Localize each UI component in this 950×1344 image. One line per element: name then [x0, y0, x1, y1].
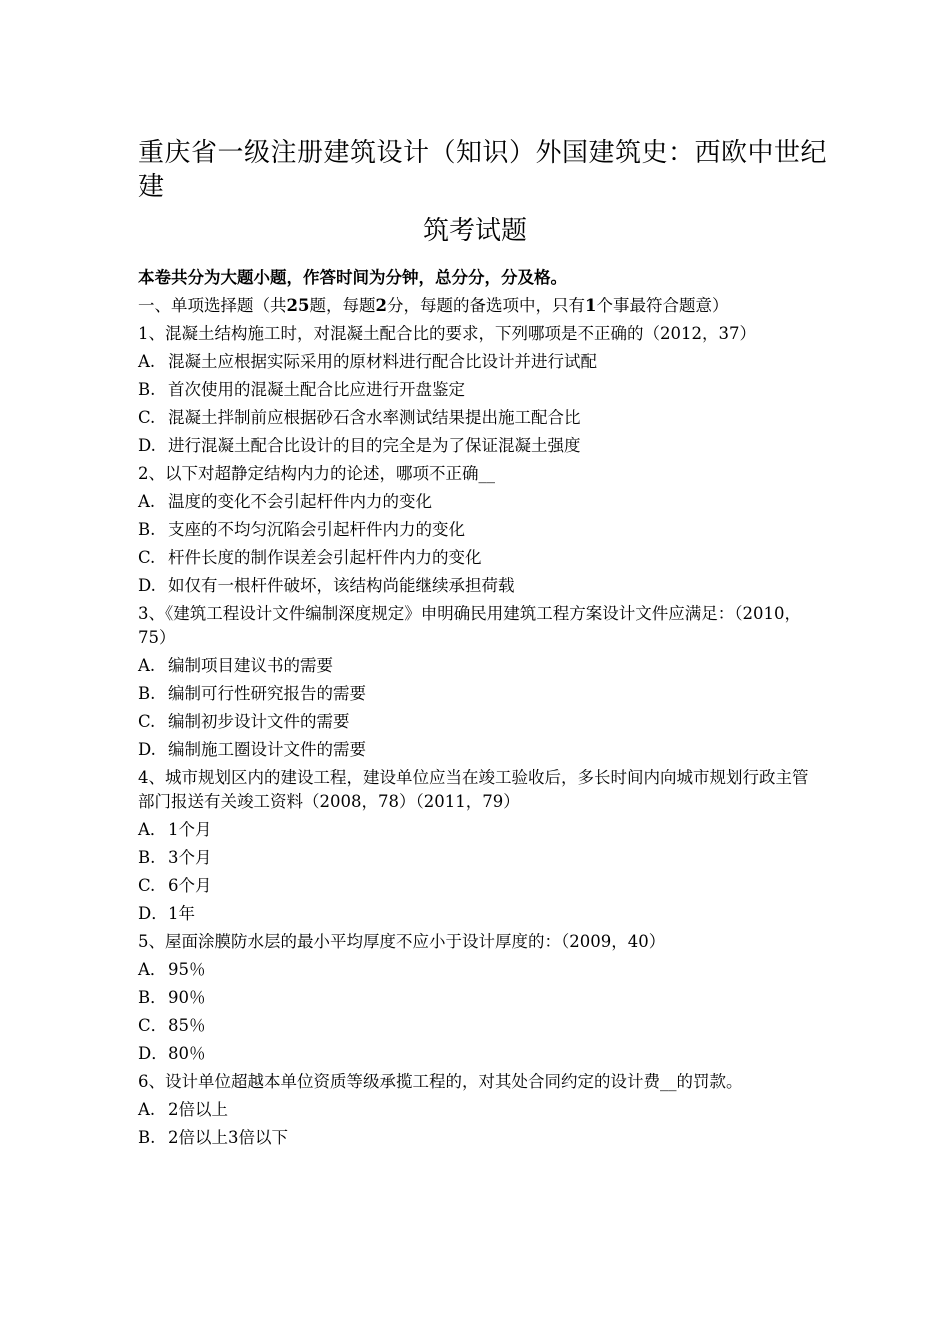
option-text: 混凝土应根据实际采用的原材料进行配合比设计并进行试配 — [168, 352, 597, 371]
answer-option — [138, 1096, 838, 1124]
option-text: 编制项目建议书的需要 — [168, 656, 333, 675]
answer-option — [138, 984, 838, 1012]
answer-option — [138, 348, 838, 376]
option-letter: B． — [138, 988, 167, 1007]
option-text: 首次使用的混凝土配合比应进行开盘鉴定 — [168, 380, 465, 399]
question-stem: 3、《建筑工程设计文件编制深度规定》申明确民用建筑工程方案设计文件应满足：（2010，75） — [138, 604, 801, 647]
option-text: 混凝土拌制前应根据砂石含水率测试结果提出施工配合比 — [168, 408, 581, 427]
answer-option — [138, 404, 838, 432]
option-letter: A. — [138, 1100, 156, 1119]
option-text: 1年 — [168, 904, 195, 923]
option-letter: A. — [138, 352, 156, 371]
question-list — [138, 320, 838, 1152]
document-title: 重庆省一级注册建筑设计（知识）外国建筑史：西欧中世纪建 — [138, 138, 828, 202]
answer-option — [138, 872, 838, 900]
question-stem: 2、以下对超静定结构内力的论述，哪项不正确__ — [138, 464, 495, 483]
document-title-continued: 筑考试题 — [422, 216, 527, 246]
answer-option — [138, 956, 838, 984]
answer-option — [138, 900, 838, 928]
answer-option — [138, 516, 838, 544]
option-letter: C． — [138, 1016, 168, 1035]
option-text: 1个月 — [168, 820, 212, 839]
option-text: 支座的不均匀沉陷会引起杆件内力的变化 — [168, 520, 465, 539]
option-text: 6个月 — [168, 876, 212, 895]
option-text: 95％ — [168, 960, 206, 979]
option-text: 进行混凝土配合比设计的目的完全是为了保证混凝土强度 — [168, 436, 581, 455]
option-letter: C. — [138, 408, 156, 427]
section-heading: 一、单项选择题（共25题，每题2分，每题的备选项中，只有1个事最符合题意） — [138, 296, 729, 315]
option-letter: D. — [138, 436, 156, 455]
question-stem: 6、设计单位超越本单位资质等级承揽工程的，对其处合同约定的设计费__的罚款。 — [138, 1072, 743, 1091]
option-text: 温度的变化不会引起杆件内力的变化 — [168, 492, 432, 511]
option-letter: A． — [138, 820, 167, 839]
option-text: 80％ — [168, 1044, 206, 1063]
option-letter: B. — [138, 848, 156, 867]
option-letter: B. — [138, 1128, 156, 1147]
answer-option — [138, 708, 838, 736]
option-text: 如仅有一根杆件破坏，该结构尚能继续承担荷载 — [168, 576, 515, 595]
answer-option — [138, 1124, 838, 1152]
exam-notice: 本卷共分为大题小题，作答时间为分钟，总分分，分及格。 — [138, 268, 567, 287]
option-letter: D. — [138, 740, 156, 759]
question-stem: 1、混凝土结构施工时，对混凝土配合比的要求，下列哪项是不正确的（2012，37） — [138, 324, 756, 343]
option-letter: B. — [138, 520, 156, 539]
option-letter: C. — [138, 712, 156, 731]
answer-option — [138, 1012, 838, 1040]
document-body — [138, 264, 838, 1152]
option-text: 编制初步设计文件的需要 — [168, 712, 350, 731]
option-text: 2倍以上 — [168, 1100, 228, 1119]
option-text: 90％ — [168, 988, 206, 1007]
option-letter: C. — [138, 876, 156, 895]
option-text: 2倍以上3倍以下 — [168, 1128, 288, 1147]
option-letter: C. — [138, 548, 156, 567]
answer-option — [138, 652, 838, 680]
option-text: 3个月 — [168, 848, 212, 867]
answer-option — [138, 680, 838, 708]
option-letter: B. — [138, 684, 156, 703]
option-letter: A. — [138, 656, 156, 675]
answer-option — [138, 488, 838, 516]
question-stem: 4、城市规划区内的建设工程，建设单位应当在竣工验收后，多长时间内向城市规划行政主管部门报送有关竣工资料（2008，78）（2011，79） — [138, 768, 809, 811]
answer-option — [138, 432, 838, 460]
answer-option — [138, 376, 838, 404]
question-stem: 5、屋面涂膜防水层的最小平均厚度不应小于设计厚度的：（2009，40） — [138, 932, 666, 951]
option-text: 编制施工圈设计文件的需要 — [168, 740, 366, 759]
option-text: 杆件长度的制作误差会引起杆件内力的变化 — [168, 548, 482, 567]
option-text: 85％ — [168, 1016, 206, 1035]
option-letter: D． — [138, 1044, 168, 1063]
answer-option — [138, 544, 838, 572]
option-letter: D. — [138, 576, 156, 595]
option-letter: D． — [138, 904, 168, 923]
answer-option — [138, 736, 838, 764]
answer-option — [138, 816, 838, 844]
option-letter: A． — [138, 960, 167, 979]
option-letter: A. — [138, 492, 156, 511]
answer-option — [138, 844, 838, 872]
answer-option — [138, 1040, 838, 1068]
option-letter: B. — [138, 380, 156, 399]
answer-option — [138, 572, 838, 600]
option-text: 编制可行性研究报告的需要 — [168, 684, 366, 703]
